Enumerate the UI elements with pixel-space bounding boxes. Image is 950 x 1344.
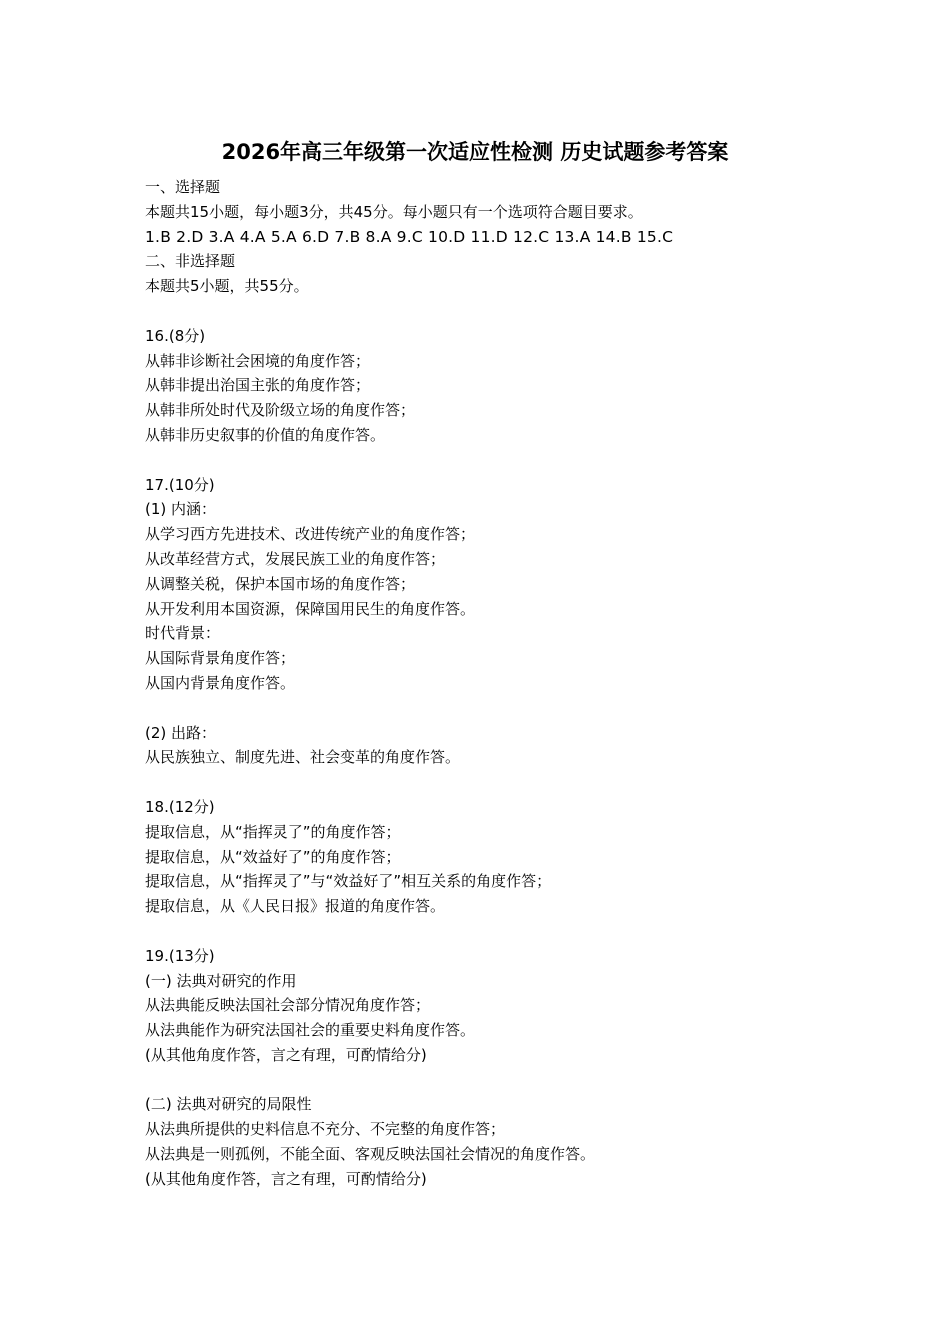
q17-part1-line: 从改革经营方式，发展民族工业的角度作答； <box>145 549 446 568</box>
q19-part2-line: 从法典是一则孤例，不能全面、客观反映法国社会情况的角度作答。 <box>145 1145 596 1164</box>
q19-part1-heading: (一) 法典对研究的作用 <box>145 971 297 990</box>
q17-heading: 17.(10分) <box>145 475 215 494</box>
multiple-choice-answers: 1.B 2.D 3.A 4.A 5.A 6.D 7.B 8.A 9.C 10.D 11.D 12.C 13.A 14.B 15.C <box>145 227 674 246</box>
q19-part1-line: 从法典能反映法国社会部分情况角度作答； <box>145 996 431 1015</box>
q17-part1-heading: (1) 内涵： <box>145 500 217 519</box>
q17-part2-line: 从民族独立、制度先进、社会变革的角度作答。 <box>145 748 461 767</box>
q19-part2-note: (从其他角度作答，言之有理，可酌情给分) <box>145 1169 427 1188</box>
q17-part1-line: 从学习西方先进技术、改进传统产业的角度作答； <box>145 525 476 544</box>
spacer <box>145 919 865 944</box>
q18-line: 提取信息，从“指挥灵了”与“效益好了”相互关系的角度作答； <box>145 872 552 891</box>
section2-heading: 二、非选择题 <box>145 252 236 271</box>
spacer <box>145 770 865 795</box>
q18-line: 提取信息，从“效益好了”的角度作答； <box>145 847 401 866</box>
spacer <box>145 1068 865 1093</box>
q16-line: 从韩非提出治国主张的角度作答； <box>145 376 371 395</box>
q17-part1-line: 从调整关税，保护本国市场的角度作答； <box>145 574 416 593</box>
q19-part2-line: 从法典所提供的史料信息不充分、不完整的角度作答； <box>145 1120 506 1139</box>
section2-description: 本题共5小题，共55分。 <box>145 277 309 296</box>
q16-line: 从韩非历史叙事的价值的角度作答。 <box>145 425 386 444</box>
q16-line: 从韩非所处时代及阶级立场的角度作答； <box>145 401 416 420</box>
q17-part1-line: 从开发利用本国资源，保障国用民生的角度作答。 <box>145 599 476 618</box>
spacer <box>145 696 865 721</box>
q16-line: 从韩非诊断社会困境的角度作答； <box>145 351 371 370</box>
q19-part1-line: 从法典能作为研究法国社会的重要史料角度作答。 <box>145 1021 476 1040</box>
q18-heading: 18.(12分) <box>145 797 215 816</box>
q17-part2-heading: (2) 出路： <box>145 723 217 742</box>
page-title: 2026年高三年级第一次适应性检测 历史试题参考答案 <box>221 140 729 164</box>
q18-line: 提取信息，从《人民日报》报道的角度作答。 <box>145 897 446 916</box>
q19-heading: 19.(13分) <box>145 946 215 965</box>
q17-background-line: 从国际背景角度作答； <box>145 649 296 668</box>
q16-heading: 16.(8分) <box>145 326 206 345</box>
q17-background-heading: 时代背景： <box>145 624 221 643</box>
q19-part2-heading: (二) 法典对研究的局限性 <box>145 1095 312 1114</box>
q18-line: 提取信息，从“指挥灵了”的角度作答； <box>145 822 401 841</box>
q19-part1-note: (从其他角度作答，言之有理，可酌情给分) <box>145 1045 427 1064</box>
answer-content <box>145 175 865 1192</box>
section1-heading: 一、选择题 <box>145 178 221 196</box>
section1-description: 本题共15小题，每小题3分，共45分。每小题只有一个选项符合题目要求。 <box>145 202 643 221</box>
spacer <box>145 448 865 473</box>
q17-background-line: 从国内背景角度作答。 <box>145 673 296 692</box>
spacer <box>145 299 865 324</box>
